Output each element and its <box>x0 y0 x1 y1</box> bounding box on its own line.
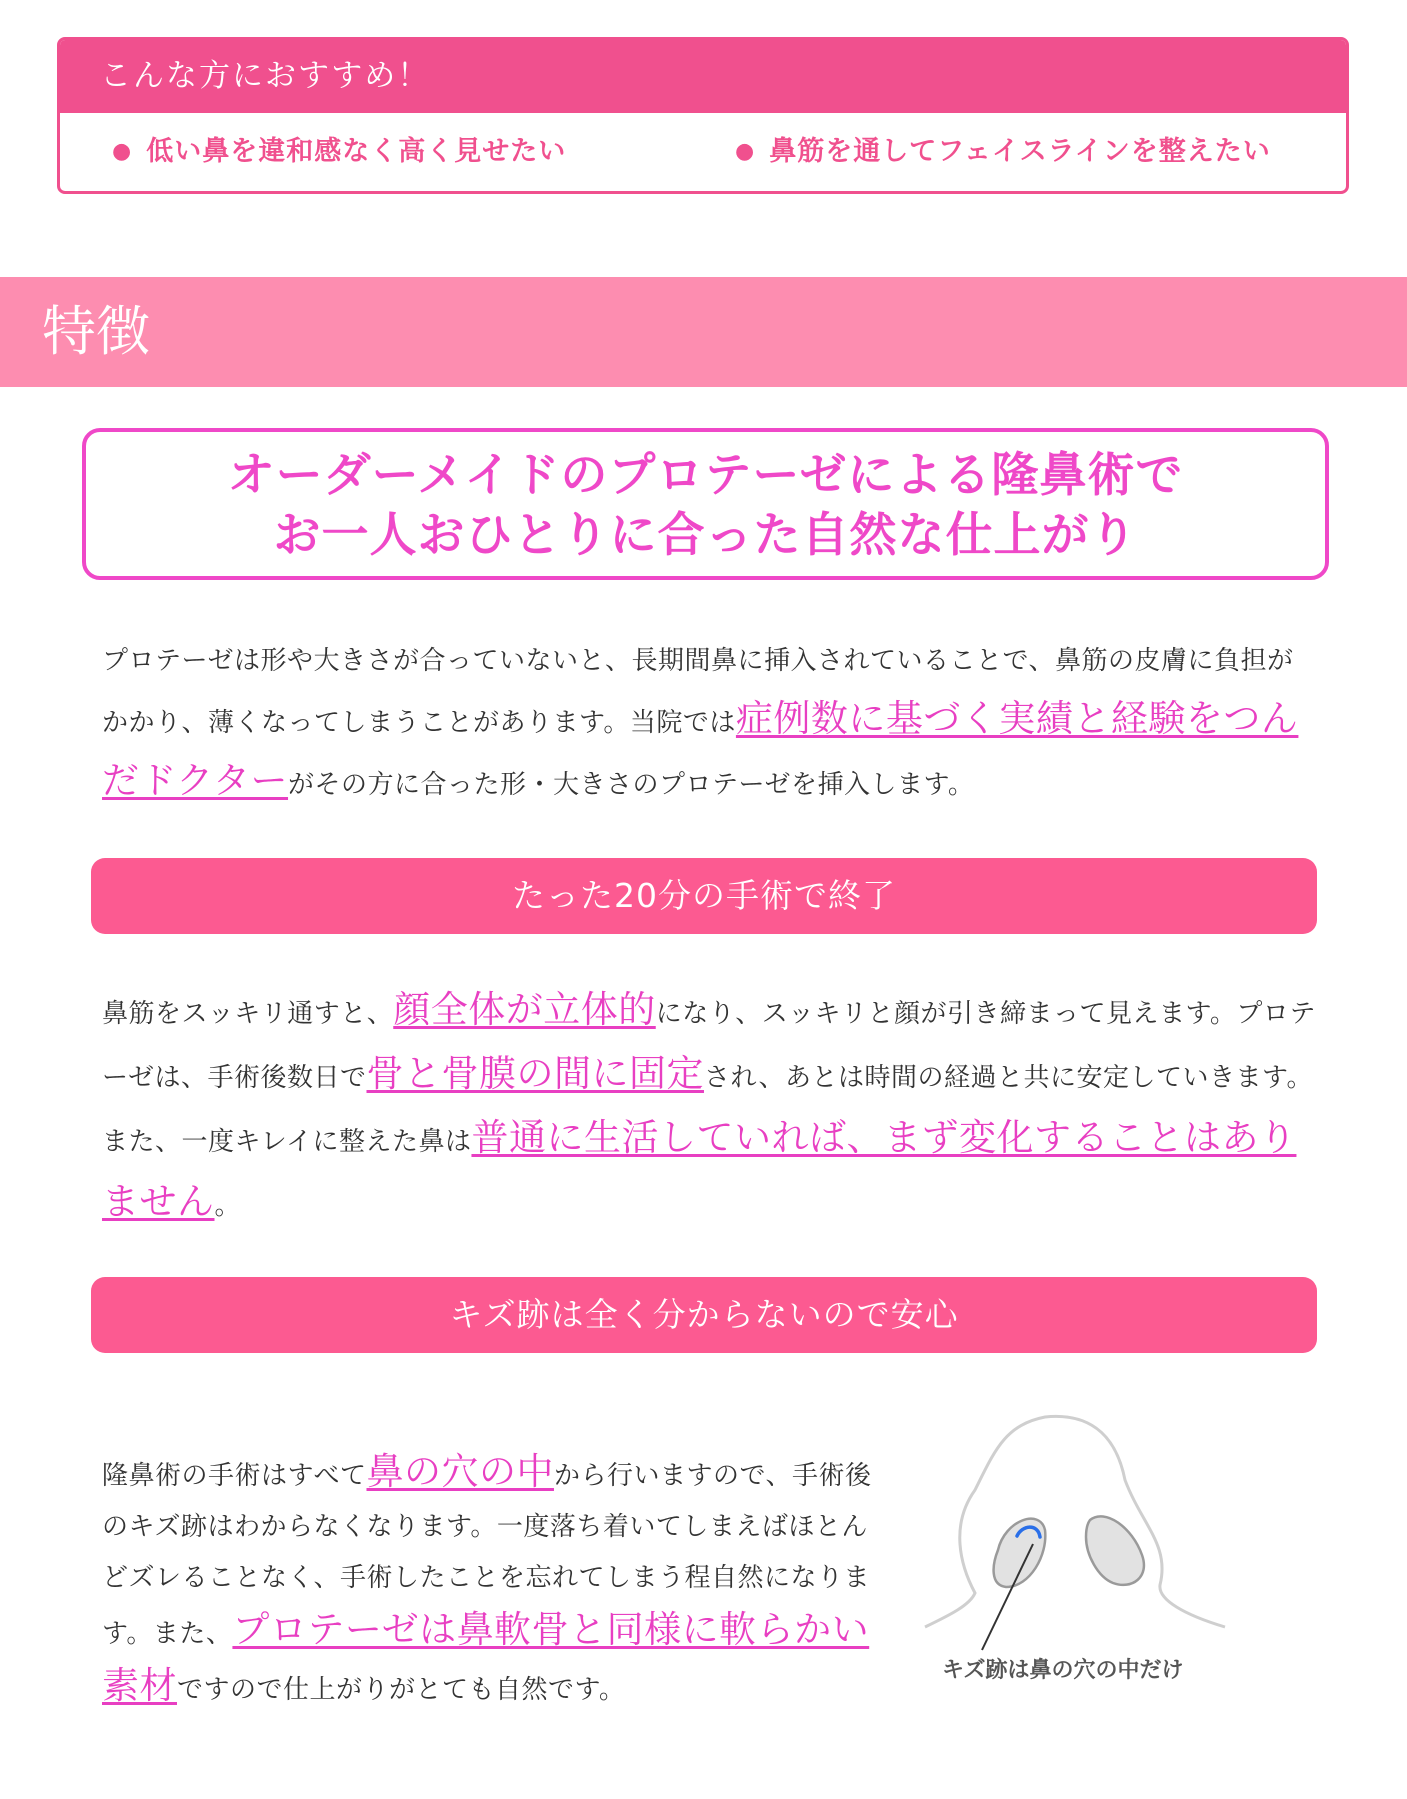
recommend-item-label: 鼻筋を通してフェイスラインを整えたい <box>769 136 1271 167</box>
paragraph-highlight: 鼻の穴の中 <box>366 1450 554 1493</box>
paragraph-highlight: 普通に生活していれば、まず変化することはありません <box>102 1116 1297 1223</box>
section-bar-scar: キズ跡は全く分からないので安心 <box>91 1277 1317 1353</box>
scar-paragraph <box>102 1446 872 1716</box>
paragraph-highlight: 骨と骨膜の間に固定 <box>366 1052 704 1095</box>
recommend-list <box>60 113 1346 191</box>
bullet-icon: ● <box>112 139 133 164</box>
intro-paragraph <box>102 632 1302 814</box>
section-bar-surgery-time: たった20分の手術で終了 <box>91 858 1317 934</box>
paragraph-highlight: 顔全体が立体的 <box>393 988 656 1031</box>
nose-outline <box>925 1416 1225 1627</box>
recommend-item <box>735 113 1271 191</box>
nose-illustration-caption: キズ跡は鼻の穴の中だけ <box>942 1658 1184 1683</box>
headline-line-2: お一人おひとりに合った自然な仕上がり <box>273 508 1138 563</box>
paragraph-text: ですので仕上がりがとても自然です。 <box>177 1675 626 1705</box>
paragraph-text: され、あとは時間の経過と共に安定していきます。また、一度キレイに整えた鼻は <box>102 1063 1313 1157</box>
recommend-item-label: 低い鼻を違和感なく高く見せたい <box>146 136 567 167</box>
paragraph-text: 隆鼻術の手術はすべて <box>102 1461 367 1491</box>
headline-line-1: オーダーメイドのプロテーゼによる隆鼻術で <box>227 448 1184 503</box>
paragraph-text: になり、スッキリと顔が引き締まって見えます。プロテーゼは、手術後数日で <box>102 999 1316 1093</box>
paragraph-text: 鼻筋をスッキリ通すと、 <box>102 999 394 1029</box>
intro-text-2: がその方に合った形・大きさのプロテーゼを挿入します。 <box>288 770 975 800</box>
bullet-icon: ● <box>735 139 756 164</box>
nostril-right <box>1086 1516 1144 1585</box>
surgery-time-paragraph <box>102 980 1332 1236</box>
intro-highlight: 症例数に基づく実績と経験をつんだドクター <box>102 697 1299 802</box>
intro-text-1: プロテーゼは形や大きさが合っていないと、長期間鼻に挿入されていることで、鼻筋の皮膚に負担がかかり、薄くなってしまうことがあります。当院では <box>102 646 1294 738</box>
features-headline-box <box>82 428 1329 580</box>
paragraph-text: 。 <box>214 1191 242 1221</box>
paragraph-highlight: プロテーゼは鼻軟骨と同様に軟らかい素材 <box>102 1608 870 1707</box>
recommend-title: こんな方におすすめ！ <box>60 40 1346 113</box>
recommend-box <box>57 37 1349 194</box>
recommend-item <box>112 113 566 191</box>
features-title: 特徴 <box>42 300 150 363</box>
paragraph-text: から行いますので、手術後のキズ跡はわからなくなります。一度落ち着いてしまえばほとんどズレることなく、手術したことを忘れてしまう程自然になります。また、 <box>102 1461 872 1649</box>
features-header-band <box>0 277 1407 387</box>
